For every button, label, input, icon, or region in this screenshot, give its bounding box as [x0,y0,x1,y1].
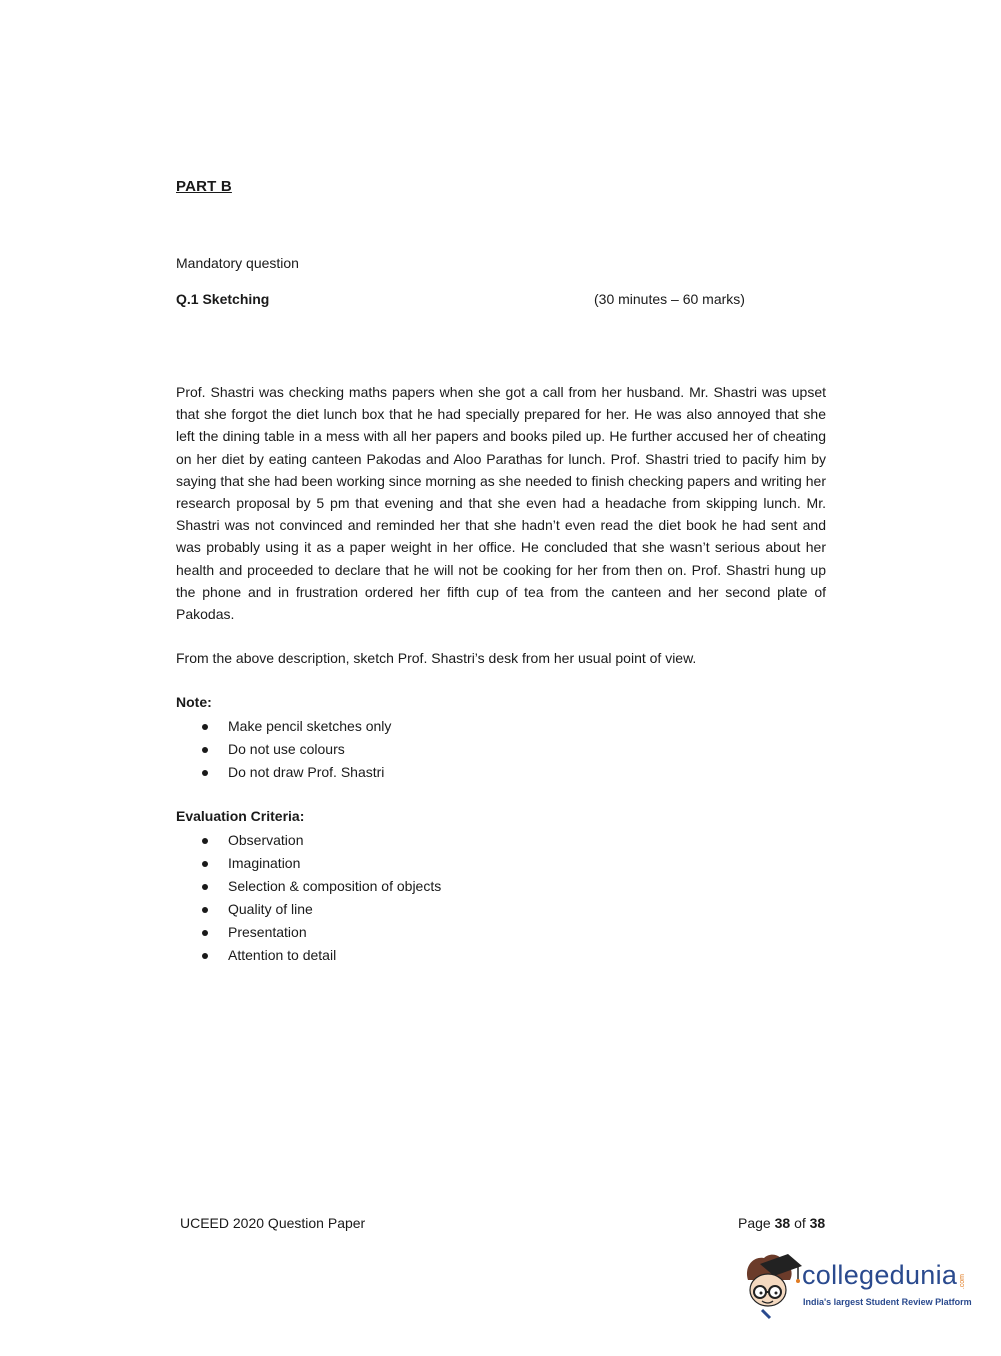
page-of: of [794,1215,806,1231]
criteria-item-label: Observation [228,832,304,848]
list-item [176,875,441,898]
bullet-icon [202,724,208,730]
question-marks: (30 minutes – 60 marks) [594,291,745,307]
page-current: 38 [774,1215,791,1231]
note-item-label: Do not draw Prof. Shastri [228,764,385,780]
question-title: Q.1 Sketching [176,291,270,307]
logo-suffix: .com [959,1274,966,1290]
list-item [176,944,441,967]
bullet-icon [202,861,208,867]
criteria-item-label: Imagination [228,855,301,871]
part-title: PART B [176,178,232,195]
bullet-icon [202,907,208,913]
logo-wordmark: collegedunia [802,1260,958,1290]
question-instruction: From the above description, sketch Prof. Shastri’s desk from her usual point of view. [176,650,697,666]
bullet-icon [202,930,208,936]
criteria-list [176,829,441,967]
list-item [176,761,391,784]
footer-page-number [738,1215,825,1231]
mascot-logo-icon [740,1250,802,1320]
question-type-label: Mandatory question [176,255,299,271]
bullet-icon [202,770,208,776]
bullet-icon [202,884,208,890]
note-heading: Note: [176,694,212,710]
list-item [176,829,441,852]
criteria-item-label: Presentation [228,924,307,940]
criteria-item-label: Selection & composition of objects [228,878,442,894]
criteria-item-label: Attention to detail [228,947,337,963]
list-item [176,898,441,921]
page-total: 38 [809,1215,826,1231]
criteria-item-label: Quality of line [228,901,313,917]
note-item-label: Make pencil sketches only [228,718,392,734]
bullet-icon [202,953,208,959]
criteria-heading: Evaluation Criteria: [176,808,305,824]
note-list [176,715,391,784]
page-label: Page [738,1215,771,1231]
bullet-icon [202,838,208,844]
question-description: Prof. Shastri was checking maths papers when she got a call from her husband. Mr. Shastri was upset that she forgot the diet lunch box that he had specially prepared for her. He was also annoyed that she left the dining table in a mess with all her papers and books piled up. He further accused her of cheating on her diet by eating canteen Pakodas and Aloo Parathas for lunch. Prof. Shastri tried to pacify him by saying that she had been working since morning as she needed to finish checking papers and writing her research proposal by 5 pm that evening and that she even had a headache from skipping lunch. Mr. Shastri was not convinced and reminded her that she hadn’t even read the diet book he had sent and was probably using it as a paper weight in her office. He concluded that she wasn’t serious about her health and proceeded to declare that he will not be cooking for her from then on. Prof. Shastri hung up the phone and in frustration ordered her fifth cup of tea from the canteen and her second plate of Pakodas. [176,384,826,623]
list-item [176,852,441,875]
note-item-label: Do not use colours [228,741,345,757]
list-item [176,715,391,738]
list-item [176,921,441,944]
list-item [176,738,391,761]
logo-tagline: India's largest Student Review Platform [803,1297,972,1307]
footer-paper-name: UCEED 2020 Question Paper [180,1215,366,1231]
bullet-icon [202,747,208,753]
